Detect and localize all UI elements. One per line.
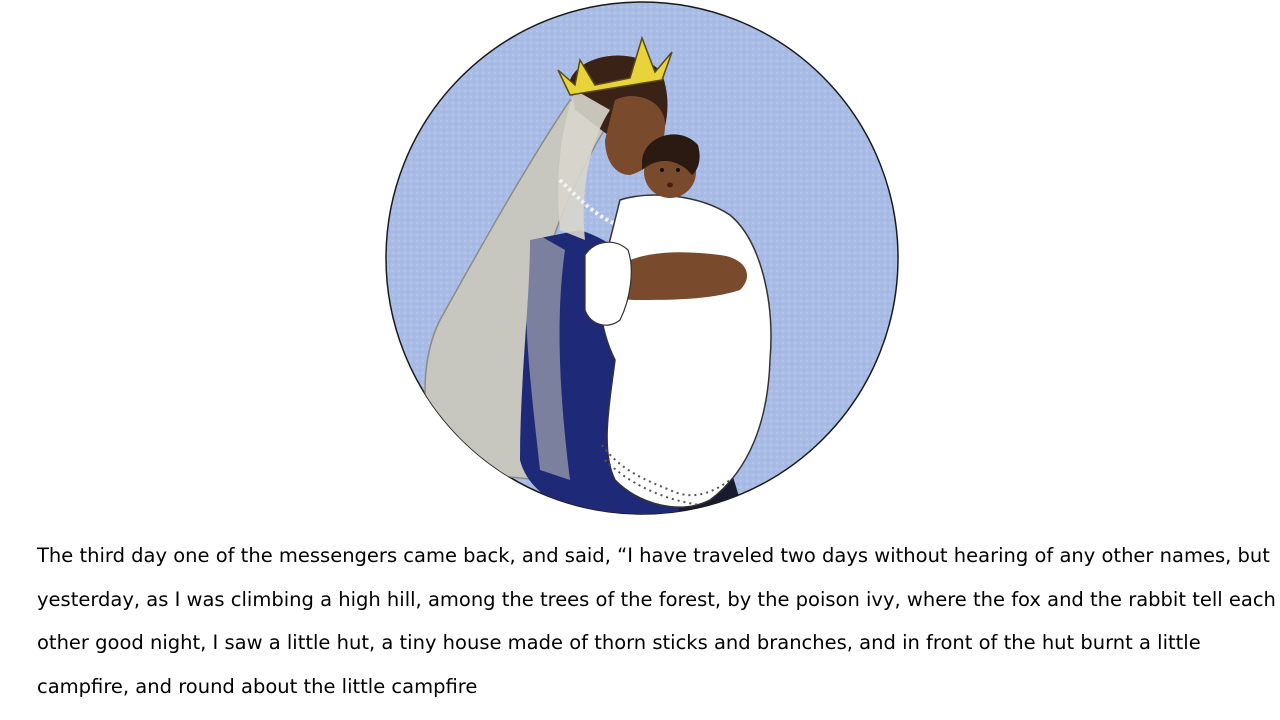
story-caption xyxy=(37,534,1276,708)
madonna-and-child-illustration xyxy=(380,0,910,525)
caption-line: The third day one of the messengers came back, and said, “I have traveled two days without hearing of any other names, but xyxy=(37,544,1270,567)
caption-line: yesterday, as I was climbing a high hill, among the trees of the forest, by the poison ivy, where the fox and the rabbit tell each xyxy=(37,587,1276,611)
caption-line: other good night, I saw a little hut, a tiny house made of thorn sticks and branches, and in front of the hut burnt a little xyxy=(37,631,1201,654)
caption-line: campfire, and round about the little campfire xyxy=(37,674,478,698)
